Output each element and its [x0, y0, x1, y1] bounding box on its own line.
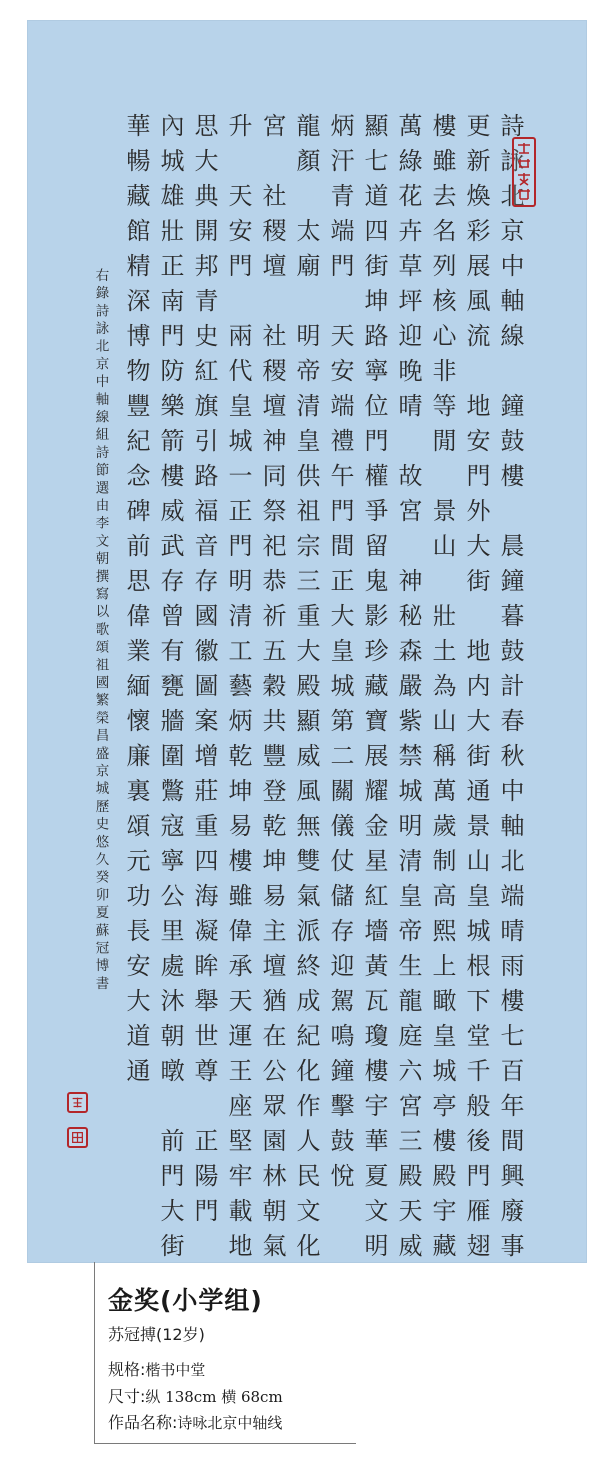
calligraphy-column: 思大典開邦青史紅旗引路福音存國徽圖案增莊重四海凝眸舉世尊 正陽門 — [190, 113, 218, 1233]
colophon-inscription: 右錄詩詠北京中軸線組詩節選由李文朝撰寫以歌頌祖國繁榮昌盛京城歷史悠久癸卯夏蘇冠博書 — [92, 268, 109, 994]
work-title-label: 作品名称: — [108, 1413, 178, 1432]
calligraphy-column: 萬綠花卉草坪迎晚晴 故宮 神秘森嚴紫禁城明清皇帝生龍庭六宮三殿天威 — [394, 113, 422, 1268]
calligraphy-column: 龍顏 太廟 明帝清皇供祖宗三重大殿顯威風無雙氣派終成紀化作人民文化 — [292, 113, 320, 1268]
award-title: 金奖(小学组) — [108, 1286, 263, 1315]
small-seal-stamp — [67, 1092, 88, 1113]
author-name: 苏冠搏(12岁) — [108, 1325, 205, 1344]
seal-glyph-icon — [70, 1130, 85, 1145]
calligraphy-column: 內城雄壯正南門防樂箭樓威武存曾有甕牆圍鷩寇寧公里處沐朝暾 前門大街 — [156, 113, 184, 1268]
calligraphy-column: 華暢藏館精深博物豐紀念碑前思偉業緬懷廉裏頌元功長安大道通 — [122, 113, 150, 1093]
spec-label: 规格: — [108, 1360, 146, 1379]
name-seal-stamp — [512, 137, 536, 207]
spec-value: 楷书中堂 — [145, 1361, 206, 1379]
calligraphy-column: 樓雖去名列核心非等閒 景山 壯土為山稱萬歲制高熙上瞰皇城亭樓殿宇藏 — [428, 113, 456, 1268]
caption-rule-horizontal — [94, 1443, 356, 1444]
calligraphy-column: 升 天安門 兩代皇城一正門明清工藝炳乾坤易樓雖偉承天運王座堅牢載地 — [224, 113, 252, 1268]
size-label: 尺寸: — [108, 1387, 146, 1406]
small-seal-stamp — [67, 1127, 88, 1148]
calligraphy-column: 炳汗青端門 天安端禮午門間正大皇城第二關儀仗儲存迎駕鳴鐘擊鼓悅 — [326, 113, 354, 1198]
work-title-line — [108, 1410, 282, 1433]
calligraphy-column: 更新煥彩展風流 地安門外大街 地内大街通景山皇城根下堂千般後門雁翅 — [462, 113, 490, 1268]
calligraphy-column: 宮 社稷壇 社稷壇神同祭祀恭祈五穀共豐登乾坤易主壇猶在公眾園林朝氣 — [258, 113, 286, 1268]
calligraphy-column: 詩詠北京中軸線 鐘鼓樓 晨鐘暮鼓計春秋中軸北端晴雨樓七百年間興廢事 — [496, 113, 524, 1268]
seal-glyph-icon — [514, 139, 534, 205]
work-title-value: 诗咏北京中轴线 — [177, 1414, 283, 1432]
caption-rule-vertical — [94, 1262, 95, 1444]
calligraphy-paper — [27, 20, 587, 1268]
spec-line — [108, 1357, 205, 1380]
seal-glyph-icon — [70, 1095, 85, 1110]
size-value: 纵 138cm 横 68cm — [145, 1388, 283, 1406]
calligraphy-column: 顯七道四街坤路寧位門權爭留鬼影珍藏寶展耀金星紅墻黃瓦瓊樓宇華夏文明 — [360, 113, 388, 1268]
size-line — [108, 1384, 283, 1407]
